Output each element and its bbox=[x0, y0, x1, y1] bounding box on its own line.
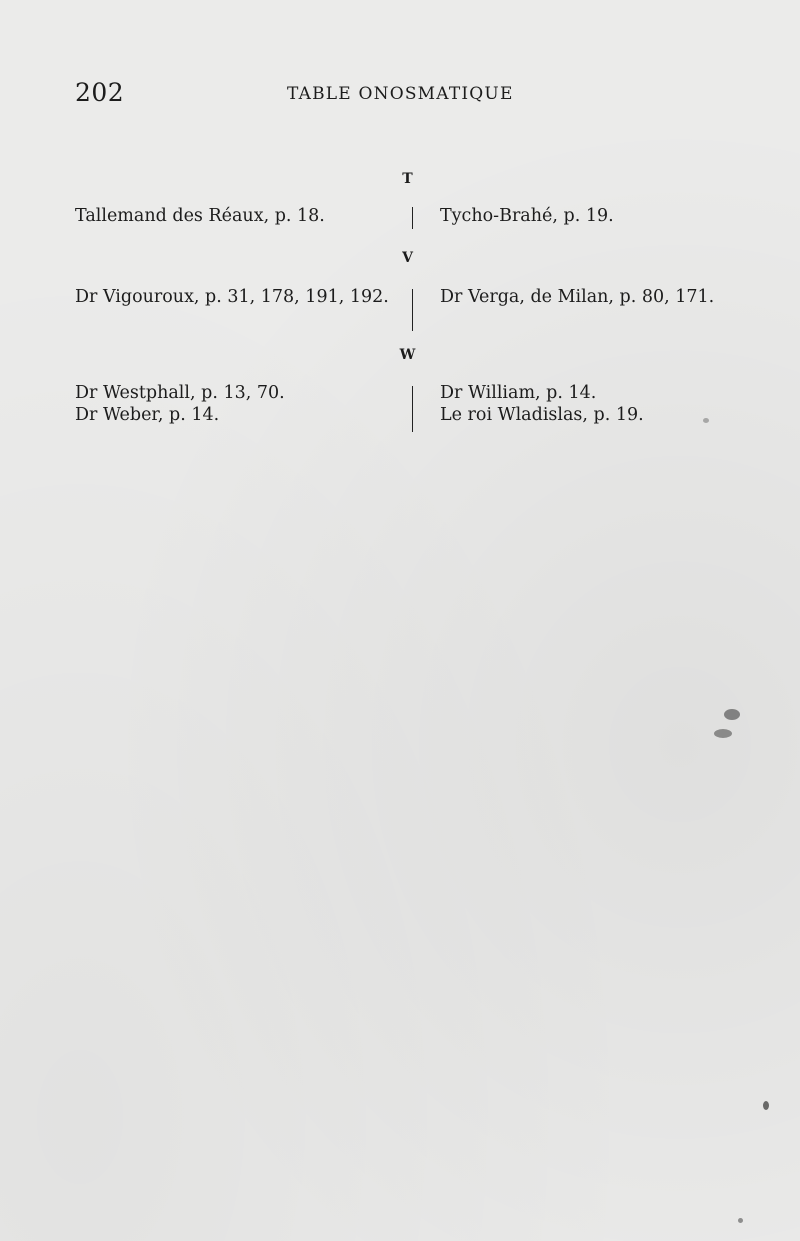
section-w-left-column bbox=[75, 382, 393, 426]
index-entry: Dr Weber, p. 14. bbox=[75, 405, 220, 425]
section-letter-t: T bbox=[402, 171, 414, 187]
section-letter-w: W bbox=[399, 347, 417, 363]
section-w-right-column bbox=[440, 382, 760, 426]
ink-spot bbox=[763, 1101, 769, 1110]
section-t-left-column bbox=[75, 205, 393, 227]
index-entry: Dr Vigouroux, p. 31, 178, 191, 192. bbox=[75, 287, 389, 307]
section-letter-v: V bbox=[402, 250, 414, 266]
ink-spot bbox=[724, 709, 740, 720]
column-divider bbox=[412, 386, 413, 432]
ink-spot bbox=[703, 418, 709, 423]
section-v-left-column bbox=[75, 286, 393, 308]
column-divider bbox=[412, 289, 413, 331]
section-t-right-column bbox=[440, 205, 760, 227]
section-v-right-column bbox=[440, 286, 760, 308]
column-divider bbox=[412, 207, 413, 229]
index-entry: Dr Verga, de Milan, p. 80, 171. bbox=[440, 287, 715, 307]
index-entry: Dr Westphall, p. 13, 70. bbox=[75, 383, 285, 403]
page-number: 202 bbox=[75, 78, 125, 107]
index-entry: Tycho-Brahé, p. 19. bbox=[440, 206, 614, 226]
index-entry: Le roi Wladislas, p. 19. bbox=[440, 405, 644, 425]
running-title: TABLE ONOSMATIQUE bbox=[287, 84, 514, 104]
index-entry: Dr William, p. 14. bbox=[440, 383, 597, 403]
ink-spot bbox=[738, 1218, 743, 1223]
index-entry: Tallemand des Réaux, p. 18. bbox=[75, 206, 325, 226]
ink-spot bbox=[714, 729, 732, 738]
